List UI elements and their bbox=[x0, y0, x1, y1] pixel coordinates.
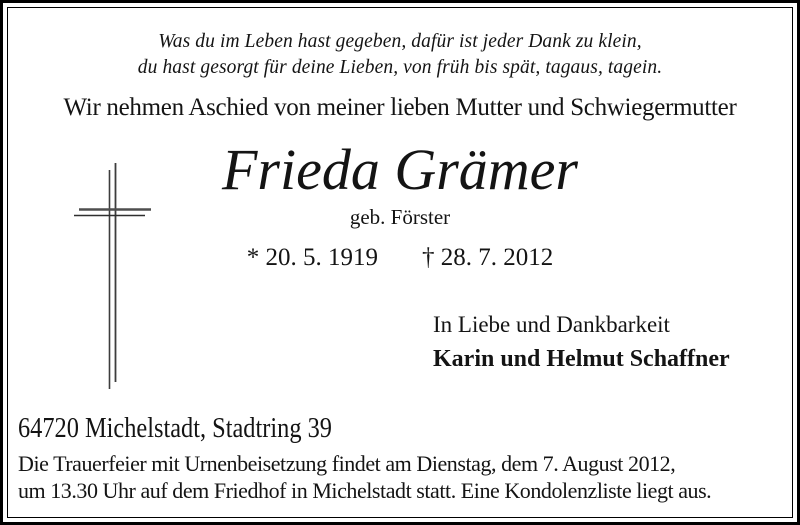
farewell-block bbox=[433, 308, 730, 376]
mourners-names: Karin und Helmut Schaffner bbox=[433, 346, 730, 372]
deceased-name: Frieda Grämer bbox=[221, 137, 578, 202]
maiden-name: geb. Förster bbox=[349, 205, 451, 229]
funeral-info-line-2: um 13.30 Uhr auf dem Friedhof in Michelstadt statt. Eine Kondolenzliste liegt aus. bbox=[18, 477, 712, 503]
address-line: 64720 Michelstadt, Stadtring 39 bbox=[18, 413, 332, 444]
life-dates bbox=[3, 243, 797, 273]
memorial-verse bbox=[3, 29, 797, 81]
death-date: † 28. 7. 2012 bbox=[422, 244, 554, 271]
funeral-info-line-1: Die Trauerfeier mit Urnenbeisetzung findet am Dienstag, dem 7. August 2012, bbox=[18, 451, 676, 476]
farewell-line: In Liebe und Dankbarkeit bbox=[433, 312, 670, 337]
announcement-line: Wir nehmen Aschied von meiner lieben Mutter und Schwiegermutter bbox=[63, 94, 737, 121]
memorial-verse-line-1: Was du im Leben hast gegeben, dafür ist jeder Dank zu klein, bbox=[158, 31, 642, 52]
funeral-info bbox=[18, 451, 711, 504]
memorial-verse-line-2: du hast gesorgt für deine Lieben, von früh bis spät, tagaus, tagein. bbox=[137, 57, 663, 78]
birth-date: * 20. 5. 1919 bbox=[246, 244, 378, 271]
